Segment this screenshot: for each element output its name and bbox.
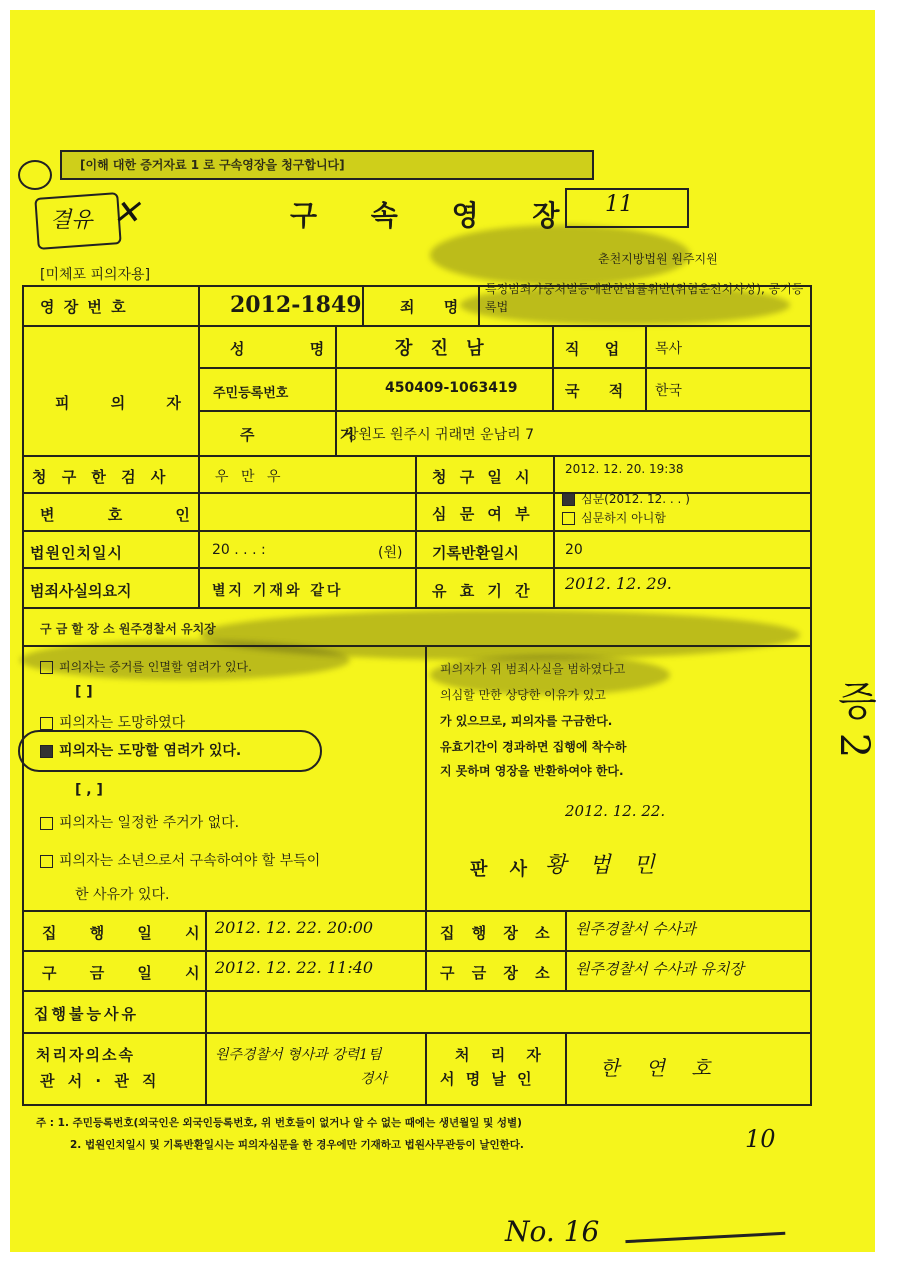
execution-date-label: 집 행 일 시 xyxy=(42,924,214,942)
court-name: 춘천지방법원 원주지원 xyxy=(598,252,718,266)
signer-label-1: 처 리 자 xyxy=(455,1046,549,1064)
hearing-option-2: 심문하지 아니함 xyxy=(562,509,666,526)
circle-mark xyxy=(18,160,52,190)
footer-number: No. 16 xyxy=(505,1215,600,1248)
hearing-option-1: 심문(2012. 12. . . ) xyxy=(562,490,690,507)
detention-date: 2012. 12. 22. 11:40 xyxy=(215,958,374,977)
record-return-label: 기록반환일시 xyxy=(432,544,519,562)
handler-label-1: 처리자의소속 xyxy=(36,1046,135,1064)
col-line xyxy=(425,645,427,910)
col-line xyxy=(478,285,480,325)
reason-5: 피의자는 소년으로서 구속하여야 할 부득이 xyxy=(40,850,320,870)
suspect-address: 강원도 원주시 귀래면 운남리 7 xyxy=(345,427,534,443)
suspect-name: 장 진 남 xyxy=(395,338,490,359)
detention-place: 원주경찰서 수사과 유치장 xyxy=(575,960,744,978)
warrant-number-label: 영 장 번 호 xyxy=(40,298,128,316)
row-line xyxy=(22,492,812,494)
reason-3: 피의자는 도망할 염려가 있다. xyxy=(40,740,241,760)
reason-2: 피의자는 도망하였다 xyxy=(40,712,185,732)
order-date: 2012. 12. 22. xyxy=(565,802,666,820)
address-label: 주 거 xyxy=(240,426,395,444)
lawyer-label: 변 호 인 xyxy=(40,506,214,524)
detention-place-row: 구 금 할 장 소 원주경찰서 유치장 xyxy=(40,622,216,636)
id-label: 주민등록번호 xyxy=(213,386,289,401)
order-line-2: 의심할 만한 상당한 이유가 있고 xyxy=(440,688,606,702)
prosecutor-name: 우 만 우 xyxy=(215,469,285,485)
col-line xyxy=(415,455,417,607)
row-line xyxy=(22,607,812,609)
detention-date-label: 구 금 일 시 xyxy=(42,964,214,982)
reason-1-checkbox[interactable] xyxy=(40,661,53,674)
suspect-id: 450409-1063419 xyxy=(385,380,518,396)
valid-period-value: 2012. 12. 29. xyxy=(565,574,672,593)
judge-signature: 황 법 민 xyxy=(545,853,663,878)
record-return-value: 20 xyxy=(565,542,583,558)
execution-place-label: 집 행 장 소 xyxy=(440,924,556,942)
hearing-label: 심 문 여 부 xyxy=(432,505,534,523)
reason-4: 피의자는 일정한 주거가 없다. xyxy=(40,812,239,832)
request-date: 2012. 12. 20. 19:38 xyxy=(565,462,684,476)
court-arrival-suffix: (원) xyxy=(378,545,403,561)
hearing-checkbox-1[interactable] xyxy=(562,493,575,506)
reason-5-continued: 한 사유가 있다. xyxy=(75,887,170,903)
reason-bracket: [ ] xyxy=(75,684,93,700)
col-line xyxy=(553,455,555,607)
row-line xyxy=(198,367,810,369)
execution-date: 2012. 12. 22. 20:00 xyxy=(215,918,374,937)
prosecutor-label: 청 구 한 검 사 xyxy=(32,468,171,486)
col-line xyxy=(645,325,647,410)
note-1: 주 : 1. 주민등록번호(외국인은 외국인등록번호, 위 번호들이 없거나 알 수 없는 때에는 생년월일 및 성별) xyxy=(36,1117,522,1129)
hearing-checkbox-2[interactable] xyxy=(562,512,575,525)
table-border xyxy=(22,1104,812,1106)
order-line-1: 피의자가 위 범죄사실을 범하였다고 xyxy=(440,662,626,676)
handler-rank: 경사 xyxy=(360,1071,388,1087)
judge-label: 판 사 xyxy=(470,859,536,880)
row-line xyxy=(22,1032,812,1034)
page-mark: 10 xyxy=(745,1125,776,1153)
handler-label-2: 관 서 · 관 직 xyxy=(40,1072,161,1090)
table-border xyxy=(22,285,24,1105)
name-label: 성 명 xyxy=(230,340,355,358)
table-border xyxy=(810,285,812,1105)
col-line xyxy=(362,285,364,325)
warrant-number: 2012-1849 xyxy=(230,292,362,318)
row-line xyxy=(22,567,812,569)
court-arrival-label: 법원인치일시 xyxy=(30,544,123,562)
reason-1: 피의자는 증거를 인멸할 염려가 있다. xyxy=(40,658,252,675)
title-annotation: 11 xyxy=(605,192,633,217)
reason-5-checkbox[interactable] xyxy=(40,855,53,868)
row-line xyxy=(22,325,812,327)
reason-2-checkbox[interactable] xyxy=(40,717,53,730)
stamp-cross: ✕ xyxy=(112,193,141,233)
margin-note: 증 2 xyxy=(831,680,877,759)
crime-facts-label: 범죄사실의요지 xyxy=(30,582,132,600)
order-line-3: 가 있으므로, 피의자를 구금한다. xyxy=(440,714,613,728)
reason-3-checkbox[interactable] xyxy=(40,745,53,758)
stamp-text: 결유 xyxy=(50,208,93,233)
header-banner-text: [이해 대한 증거자료 1 로 구속영장을 청구합니다] xyxy=(80,158,345,172)
row-line xyxy=(22,530,812,532)
row-line xyxy=(22,645,812,647)
col-line xyxy=(552,325,554,410)
nation-label: 국 적 xyxy=(565,382,636,400)
crime-facts-value: 별지 기재와 같다 xyxy=(212,583,344,599)
col-line xyxy=(425,1032,427,1104)
row-line xyxy=(22,990,812,992)
handler-office: 원주경찰서 형사과 강력1팀 xyxy=(215,1047,382,1063)
valid-period-label: 유 효 기 간 xyxy=(432,582,534,600)
col-line xyxy=(198,285,200,607)
job-label: 직 업 xyxy=(565,340,630,358)
row-line xyxy=(22,950,812,952)
request-date-label: 청 구 일 시 xyxy=(432,468,534,486)
suspect-job: 목사 xyxy=(655,341,683,357)
row-line xyxy=(198,410,810,412)
note-2: 2. 법원인치일시 및 기록반환일시는 피의자심문을 한 경우에만 기재하고 법원사무관등이 날인한다. xyxy=(70,1139,524,1151)
reason-bracket-2: [ , ] xyxy=(75,782,103,798)
col-line xyxy=(565,910,567,990)
suspect-label: 피 의 자 xyxy=(55,394,199,412)
signer-signature: 한 연 호 xyxy=(600,1056,721,1080)
form-category: [미체포 피의자용] xyxy=(40,267,151,283)
execution-failure-label: 집행불능사유 xyxy=(34,1005,139,1023)
document-title: 구 속 영 장 xyxy=(290,199,582,232)
reason-4-checkbox[interactable] xyxy=(40,817,53,830)
execution-place: 원주경찰서 수사과 xyxy=(575,920,696,938)
suspect-nation: 한국 xyxy=(655,383,683,399)
col-line xyxy=(565,1032,567,1104)
order-line-4: 유효기간이 경과하면 집행에 착수하 xyxy=(440,740,627,754)
detention-place-label: 구 금 장 소 xyxy=(440,964,556,982)
row-line xyxy=(22,455,812,457)
row-line xyxy=(22,910,812,912)
signer-label-2: 서 명 날 인 xyxy=(440,1070,535,1088)
col-line xyxy=(425,910,427,990)
crime-name-label: 죄 명 xyxy=(400,298,471,316)
order-line-5: 지 못하며 영장을 반환하여야 한다. xyxy=(440,764,624,778)
court-arrival-value: 20 . . . : xyxy=(212,542,266,558)
crime-name: 특정범죄가중처벌등에관한법률위반(위험운전치사상), 공기등록법 xyxy=(485,282,804,314)
